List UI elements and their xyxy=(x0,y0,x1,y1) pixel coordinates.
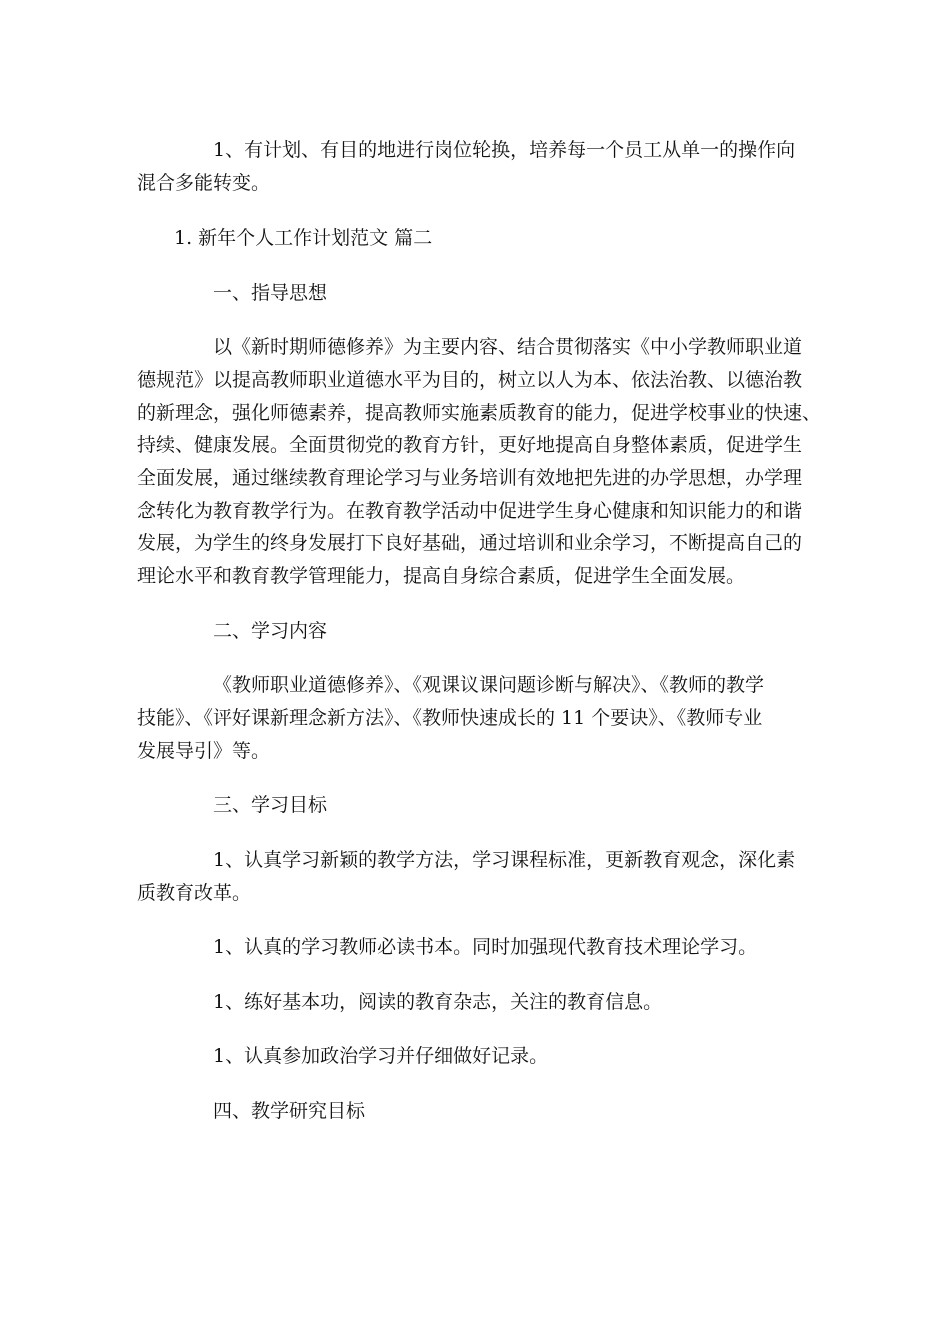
text-line: 的新理念，强化师德素养，提高教师实施素质教育的能力，促进学校事业的快速、 xyxy=(137,402,822,424)
title-line: 1. 新年个人工作计划范文 篇二 xyxy=(174,227,433,249)
heading-line: 二、学习内容 xyxy=(213,620,328,642)
heading-line: 三、学习目标 xyxy=(213,794,328,816)
text-line: 念转化为教育教学行为。在教育教学活动中促进学生身心健康和知识能力的和谐 xyxy=(137,500,803,522)
text-line: 以《新时期师德修养》为主要内容、结合贯彻落实《中小学教师职业道 xyxy=(213,336,803,358)
text-line: 发展导引》等。 xyxy=(137,740,271,762)
text-line: 1、认真学习新颖的教学方法，学习课程标准，更新教育观念，深化素 xyxy=(213,849,796,871)
text-line: 质教育改革。 xyxy=(137,882,252,904)
text-line: 技能》、《评好课新理念新方法》、《教师快速成长的 11 个要诀》、《教师专业 xyxy=(137,707,763,729)
heading-line: 四、教学研究目标 xyxy=(213,1100,366,1122)
text-line: 《教师职业道德修养》、《观课议课问题诊断与解决》、《教师的教学 xyxy=(213,674,765,696)
text-line: 1、认真参加政治学习并仔细做好记录。 xyxy=(213,1045,549,1067)
text-line: 理论水平和教育教学管理能力，提高自身综合素质，促进学生全面发展。 xyxy=(137,565,746,587)
text-line: 1、有计划、有目的地进行岗位轮换，培养每一个员工从单一的操作向 xyxy=(213,139,796,161)
text-line: 发展，为学生的终身发展打下良好基础，通过培训和业余学习，不断提高自己的 xyxy=(137,532,803,554)
text-line: 1、认真的学习教师必读书本。同时加强现代教育技术理论学习。 xyxy=(213,936,758,958)
text-line: 持续、健康发展。全面贯彻党的教育方针，更好地提高自身整体素质，促进学生 xyxy=(137,434,803,456)
heading-line: 一、指导思想 xyxy=(213,282,328,304)
text-line: 全面发展，通过继续教育理论学习与业务培训有效地把先进的办学思想，办学理 xyxy=(137,467,803,489)
text-line: 混合多能转变。 xyxy=(137,172,271,194)
text-line: 德规范》以提高教师职业道德水平为目的，树立以人为本、依法治教、以德治教 xyxy=(137,369,803,391)
text-line: 1、练好基本功，阅读的教育杂志，关注的教育信息。 xyxy=(213,991,663,1013)
